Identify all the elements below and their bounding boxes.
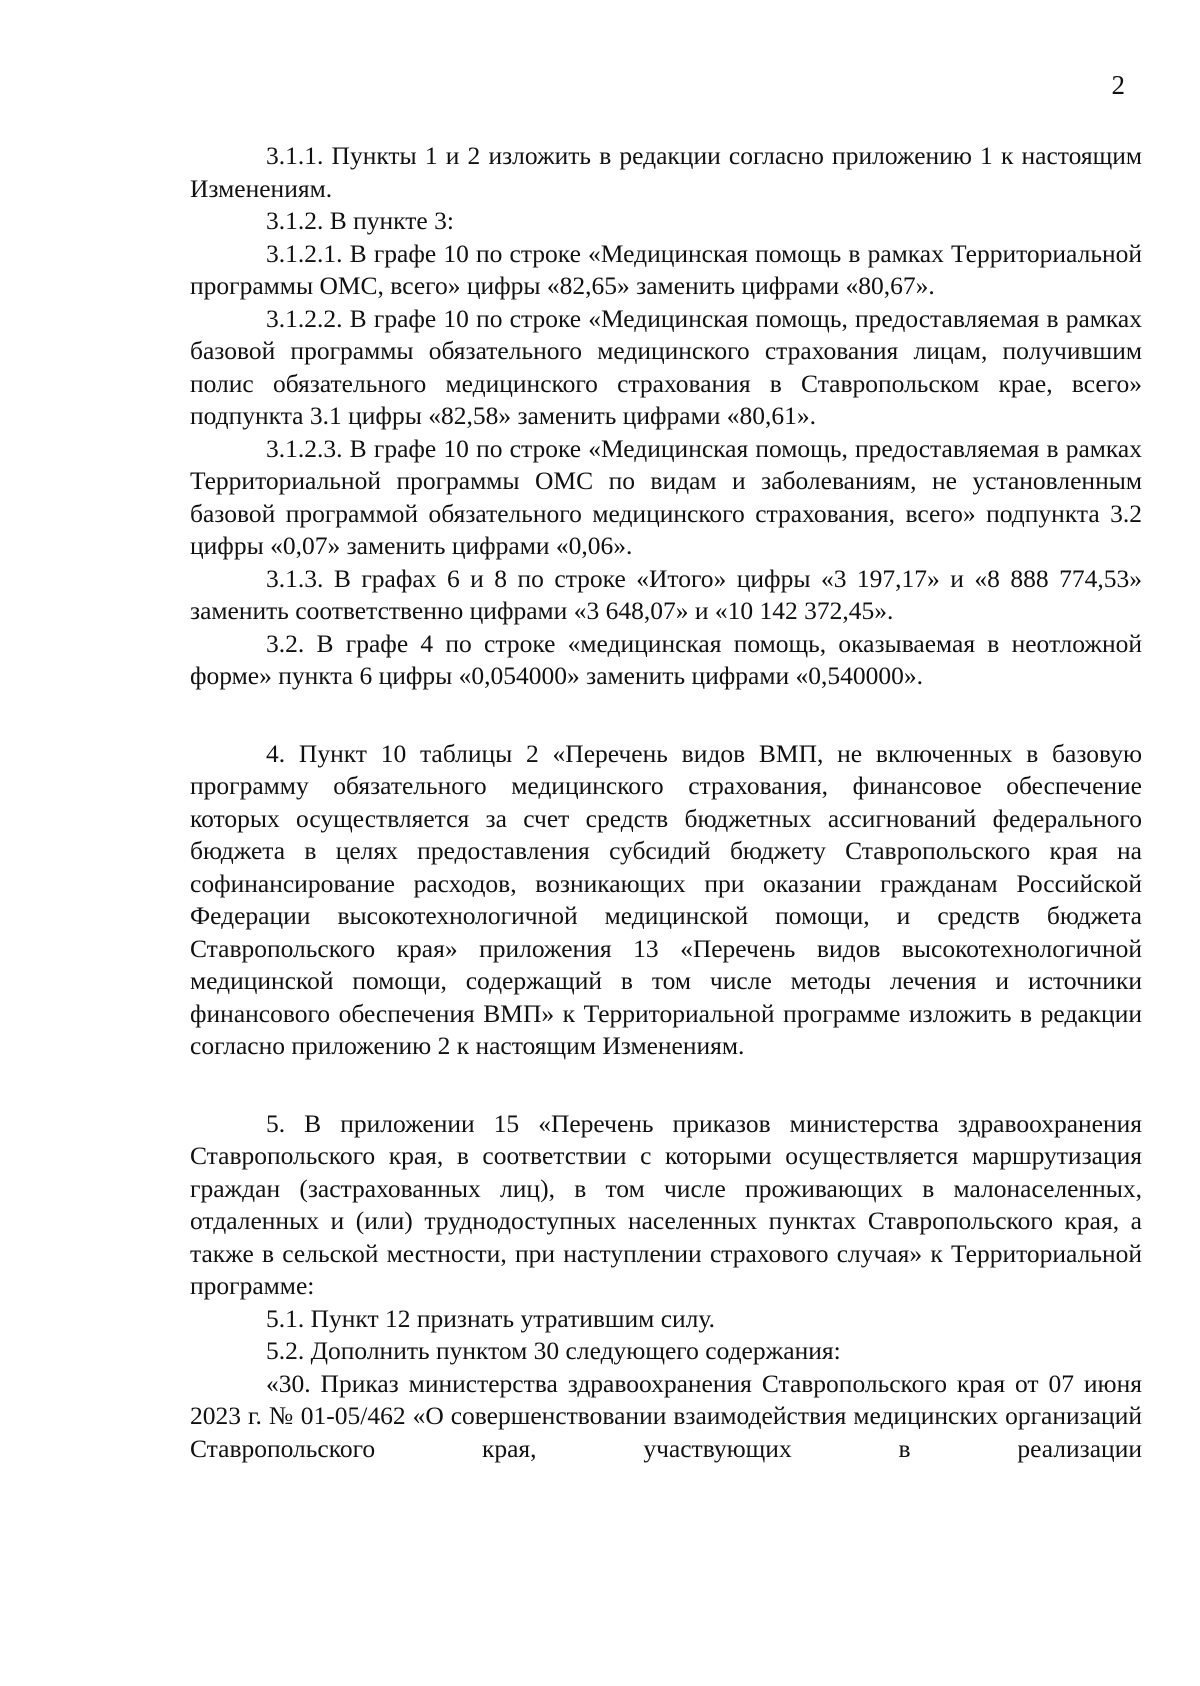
paragraph-3-1-2: 3.1.2. В пункте 3: [266, 206, 454, 235]
paragraph-3-1-2-3: 3.1.2.3. В графе 10 по строке «Медицинская помощь, предоставляемая в рамках Территориальной программы ОМС по видам и заболеваниям, не установленным базовой программой обязательного медицинского страхования, всего» подпункта 3.2 цифры «0,07» заменить цифрами «0,06». [190, 433, 1142, 560]
document-body [190, 140, 1142, 1465]
paragraph-30-quote: «30. Приказ министерства здравоохранения Ставропольского края от 07 июня 2023 г. № 01-05/462 «О совершенствовании взаимодействия медицинских организаций Ставропольского края, участвующих в реализации [190, 1368, 1142, 1463]
paragraph-3-1-2-2: 3.1.2.2. В графе 10 по строке «Медицинская помощь, предоставляемая в рамках базовой программы обязательного медицинского страхования лицам, получившим полис обязательного медицинского страхования в Ставропольском крае, всего» подпункта 3.1 цифры «82,58» заменить цифрами «80,61». [190, 303, 1142, 430]
paragraph-3-2: 3.2. В графе 4 по строке «медицинская помощь, оказываемая в неотложной форме» пункта 6 цифры «0,054000» заменить цифрами «0,540000». [190, 628, 1142, 690]
paragraph-4: 4. Пункт 10 таблицы 2 «Перечень видов ВМП, не включенных в базовую программу обязательного медицинского страхования, финансовое обеспечение которых осуществляется за счет средств бюджетных ассигнований федерального бюджета в целях предоставления субсидий бюджету Ставропольского края на софинансирование расходов, возникающих при оказании гражданам Российской Федерации высокотехнологичной медицинской помощи, и средств бюджета Ставропольского края» приложения 13 «Перечень видов высокотехнологичной медицинской помощи, содержащий в том числе методы лечения и источники финансового обеспечения ВМП» к Территориальной программе изложить в редакции согласно приложению 2 к настоящим Изменениям. [190, 738, 1142, 1060]
page-number: 2 [1111, 70, 1125, 100]
paragraph-3-1-3: 3.1.3. В графах 6 и 8 по строке «Итого» цифры «3 197,17» и «8 888 774,53» заменить соответственно цифрами «3 648,07» и «10 142 372,45». [190, 563, 1142, 625]
paragraph-5-2: 5.2. Дополнить пунктом 30 следующего содержания: [266, 1336, 841, 1365]
paragraph-3-1-2-1: 3.1.2.1. В графе 10 по строке «Медицинская помощь в рамках Территориальной программы ОМС, всего» цифры «82,65» заменить цифрами «80,67». [190, 238, 1142, 300]
paragraph-5: 5. В приложении 15 «Перечень приказов министерства здравоохранения Ставропольского края, в соответствии с которыми осуществляется маршрутизация граждан (застрахованных лиц), в том числе проживающих в малонаселенных, отдаленных и (или) труднодоступных населенных пунктах Ставропольского края, а также в сельской местности, при наступлении страхового случая» к Территориальной программе: [190, 1108, 1142, 1300]
section-gap [190, 693, 1142, 738]
paragraph-5-1: 5.1. Пункт 12 признать утратившим силу. [266, 1303, 715, 1333]
paragraph-3-1-1: 3.1.1. Пункты 1 и 2 изложить в редакции согласно приложению 1 к настоящим Изменениям. [190, 141, 1142, 203]
section-gap [190, 1063, 1142, 1108]
